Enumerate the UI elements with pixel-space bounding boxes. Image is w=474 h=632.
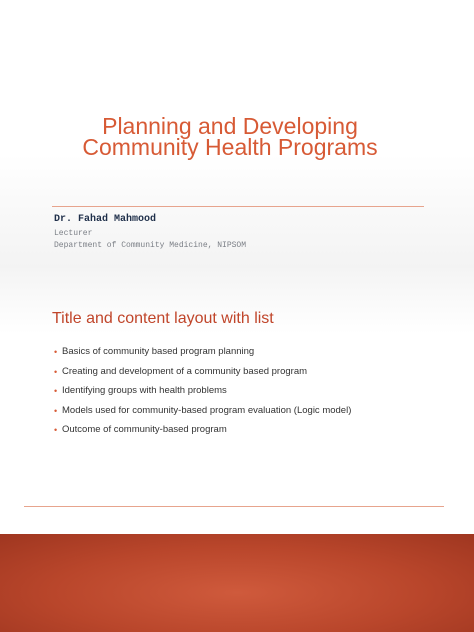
title-line-1: Planning and Developing: [102, 113, 358, 139]
author-name: Dr. Fahad Mahmood: [54, 214, 157, 225]
author-department: Department of Community Medicine, NIPSOM: [54, 241, 247, 250]
list-item: [54, 385, 351, 405]
list-item-text: Basics of community based program planning: [62, 346, 255, 357]
section-slide: [0, 534, 474, 632]
title-slide: [0, 62, 474, 268]
bullet-icon: •: [54, 347, 58, 357]
content-slide: [0, 268, 474, 532]
list-item-text: Identifying groups with health problems: [62, 385, 227, 397]
presentation-title: [40, 113, 420, 160]
author-role: Lecturer: [54, 229, 93, 238]
bullet-icon: •: [54, 386, 58, 397]
title-divider: [52, 206, 424, 207]
bullet-icon: •: [54, 425, 58, 436]
content-divider: [24, 506, 444, 507]
bullet-icon: •: [54, 405, 58, 416]
list-item-text: Models used for community-based program evaluation (Logic model): [62, 404, 352, 416]
list-item: [54, 405, 351, 425]
list-item: [54, 366, 351, 386]
content-slide-title: Title and content layout with list: [52, 310, 274, 327]
bullet-icon: •: [54, 366, 58, 377]
list-item: [54, 346, 351, 366]
list-item: [54, 424, 351, 444]
list-item-text: Outcome of community-based program: [62, 424, 227, 436]
title-line-2: Community Health Programs: [82, 134, 378, 160]
list-item-text: Creating and development of a community based program: [62, 365, 308, 377]
bullet-list: [54, 346, 351, 444]
